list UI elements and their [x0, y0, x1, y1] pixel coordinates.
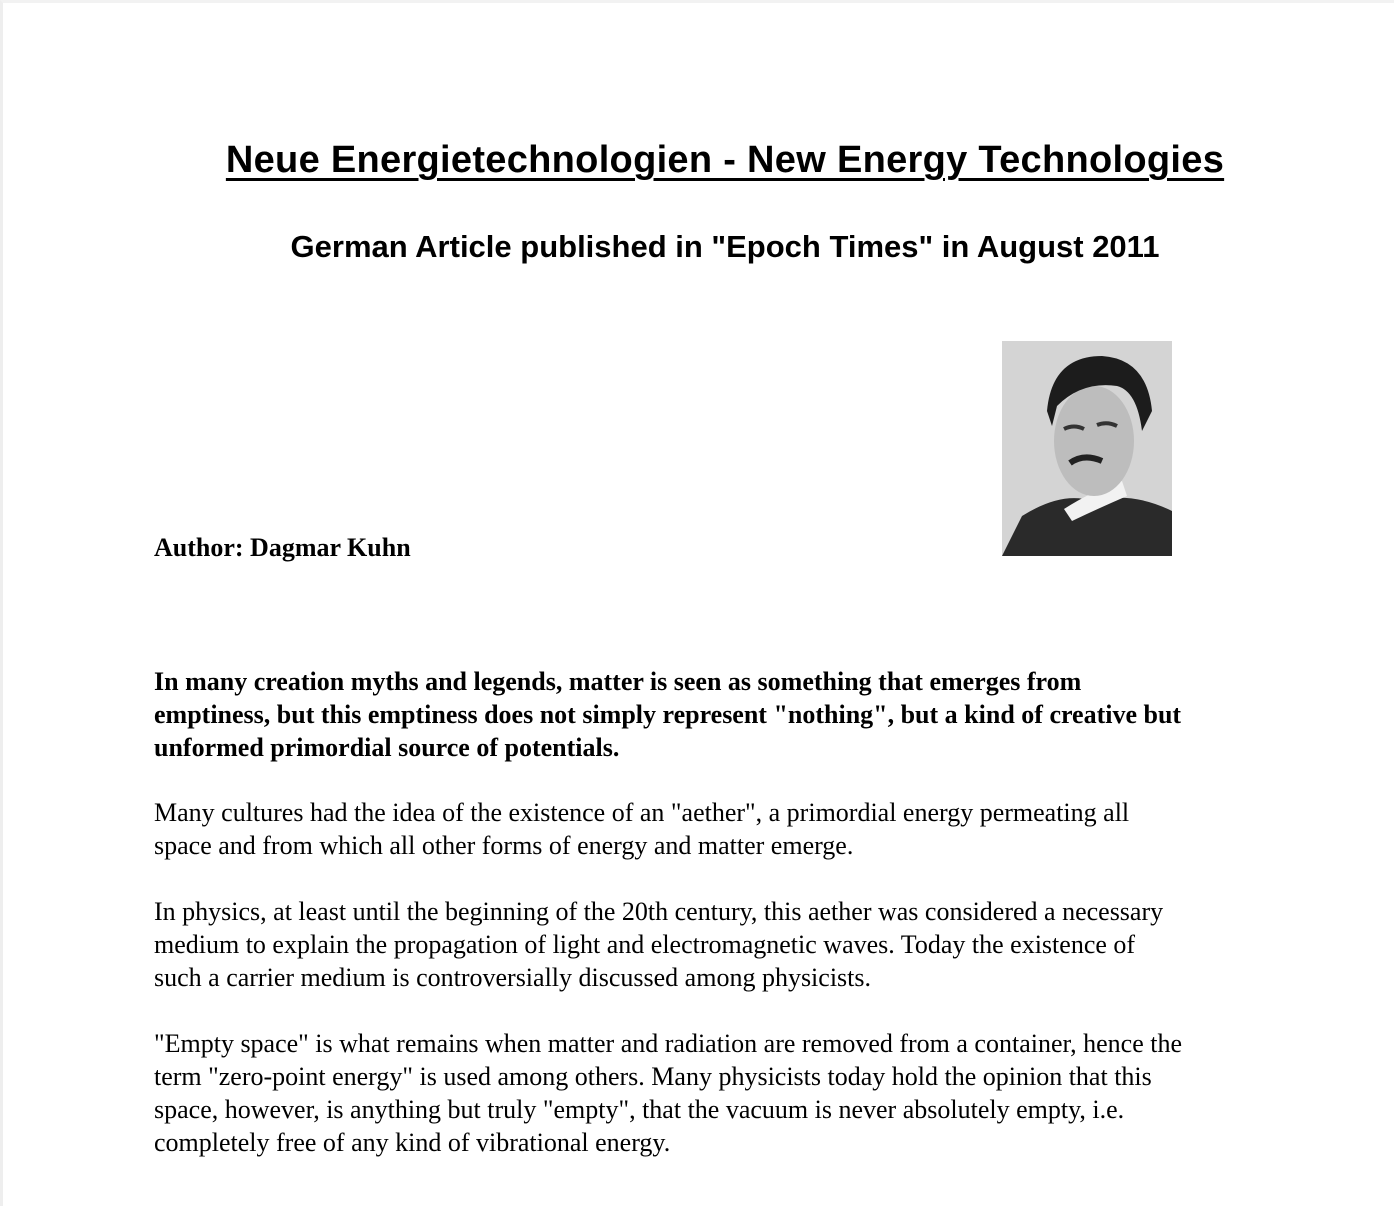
author-line: Author: Dagmar Kuhn	[154, 533, 411, 562]
text-line: space, however, is anything but truly "empty", that the vacuum is never absolutely empty, i.e.	[154, 1095, 1125, 1124]
intro-paragraph	[154, 665, 1181, 764]
body-paragraph	[154, 895, 1163, 994]
body-paragraph	[154, 1027, 1182, 1159]
body-paragraph	[154, 796, 1129, 862]
text-line: Many cultures had the idea of the existence of an "aether", a primordial energy permeating all	[154, 798, 1130, 827]
text-line: completely free of any kind of vibrational energy.	[154, 1128, 671, 1157]
document-title: Neue Energietechnologien - New Energy Technologies	[225, 139, 1225, 181]
text-line: space and from which all other forms of energy and matter emerge.	[154, 831, 854, 860]
document-subtitle: German Article published in "Epoch Times" in August 2011	[290, 229, 1160, 264]
text-line: In many creation myths and legends, matter is seen as something that emerges from	[154, 667, 1082, 696]
text-line: In physics, at least until the beginning of the 20th century, this aether was considered a necessary	[154, 897, 1164, 926]
text-line: unformed primordial source of potentials.	[154, 733, 620, 762]
text-line: emptiness, but this emptiness does not simply represent "nothing", but a kind of creative but	[154, 700, 1182, 729]
portrait-photo	[1002, 341, 1172, 556]
text-line: medium to explain the propagation of light and electromagnetic waves. Today the existence of	[154, 930, 1136, 959]
text-line: such a carrier medium is controversially discussed among physicists.	[154, 963, 872, 992]
text-line: "Empty space" is what remains when matter and radiation are removed from a container, hence the	[154, 1029, 1183, 1058]
text-line: term "zero-point energy" is used among others. Many physicists today hold the opinion that this	[154, 1062, 1152, 1091]
